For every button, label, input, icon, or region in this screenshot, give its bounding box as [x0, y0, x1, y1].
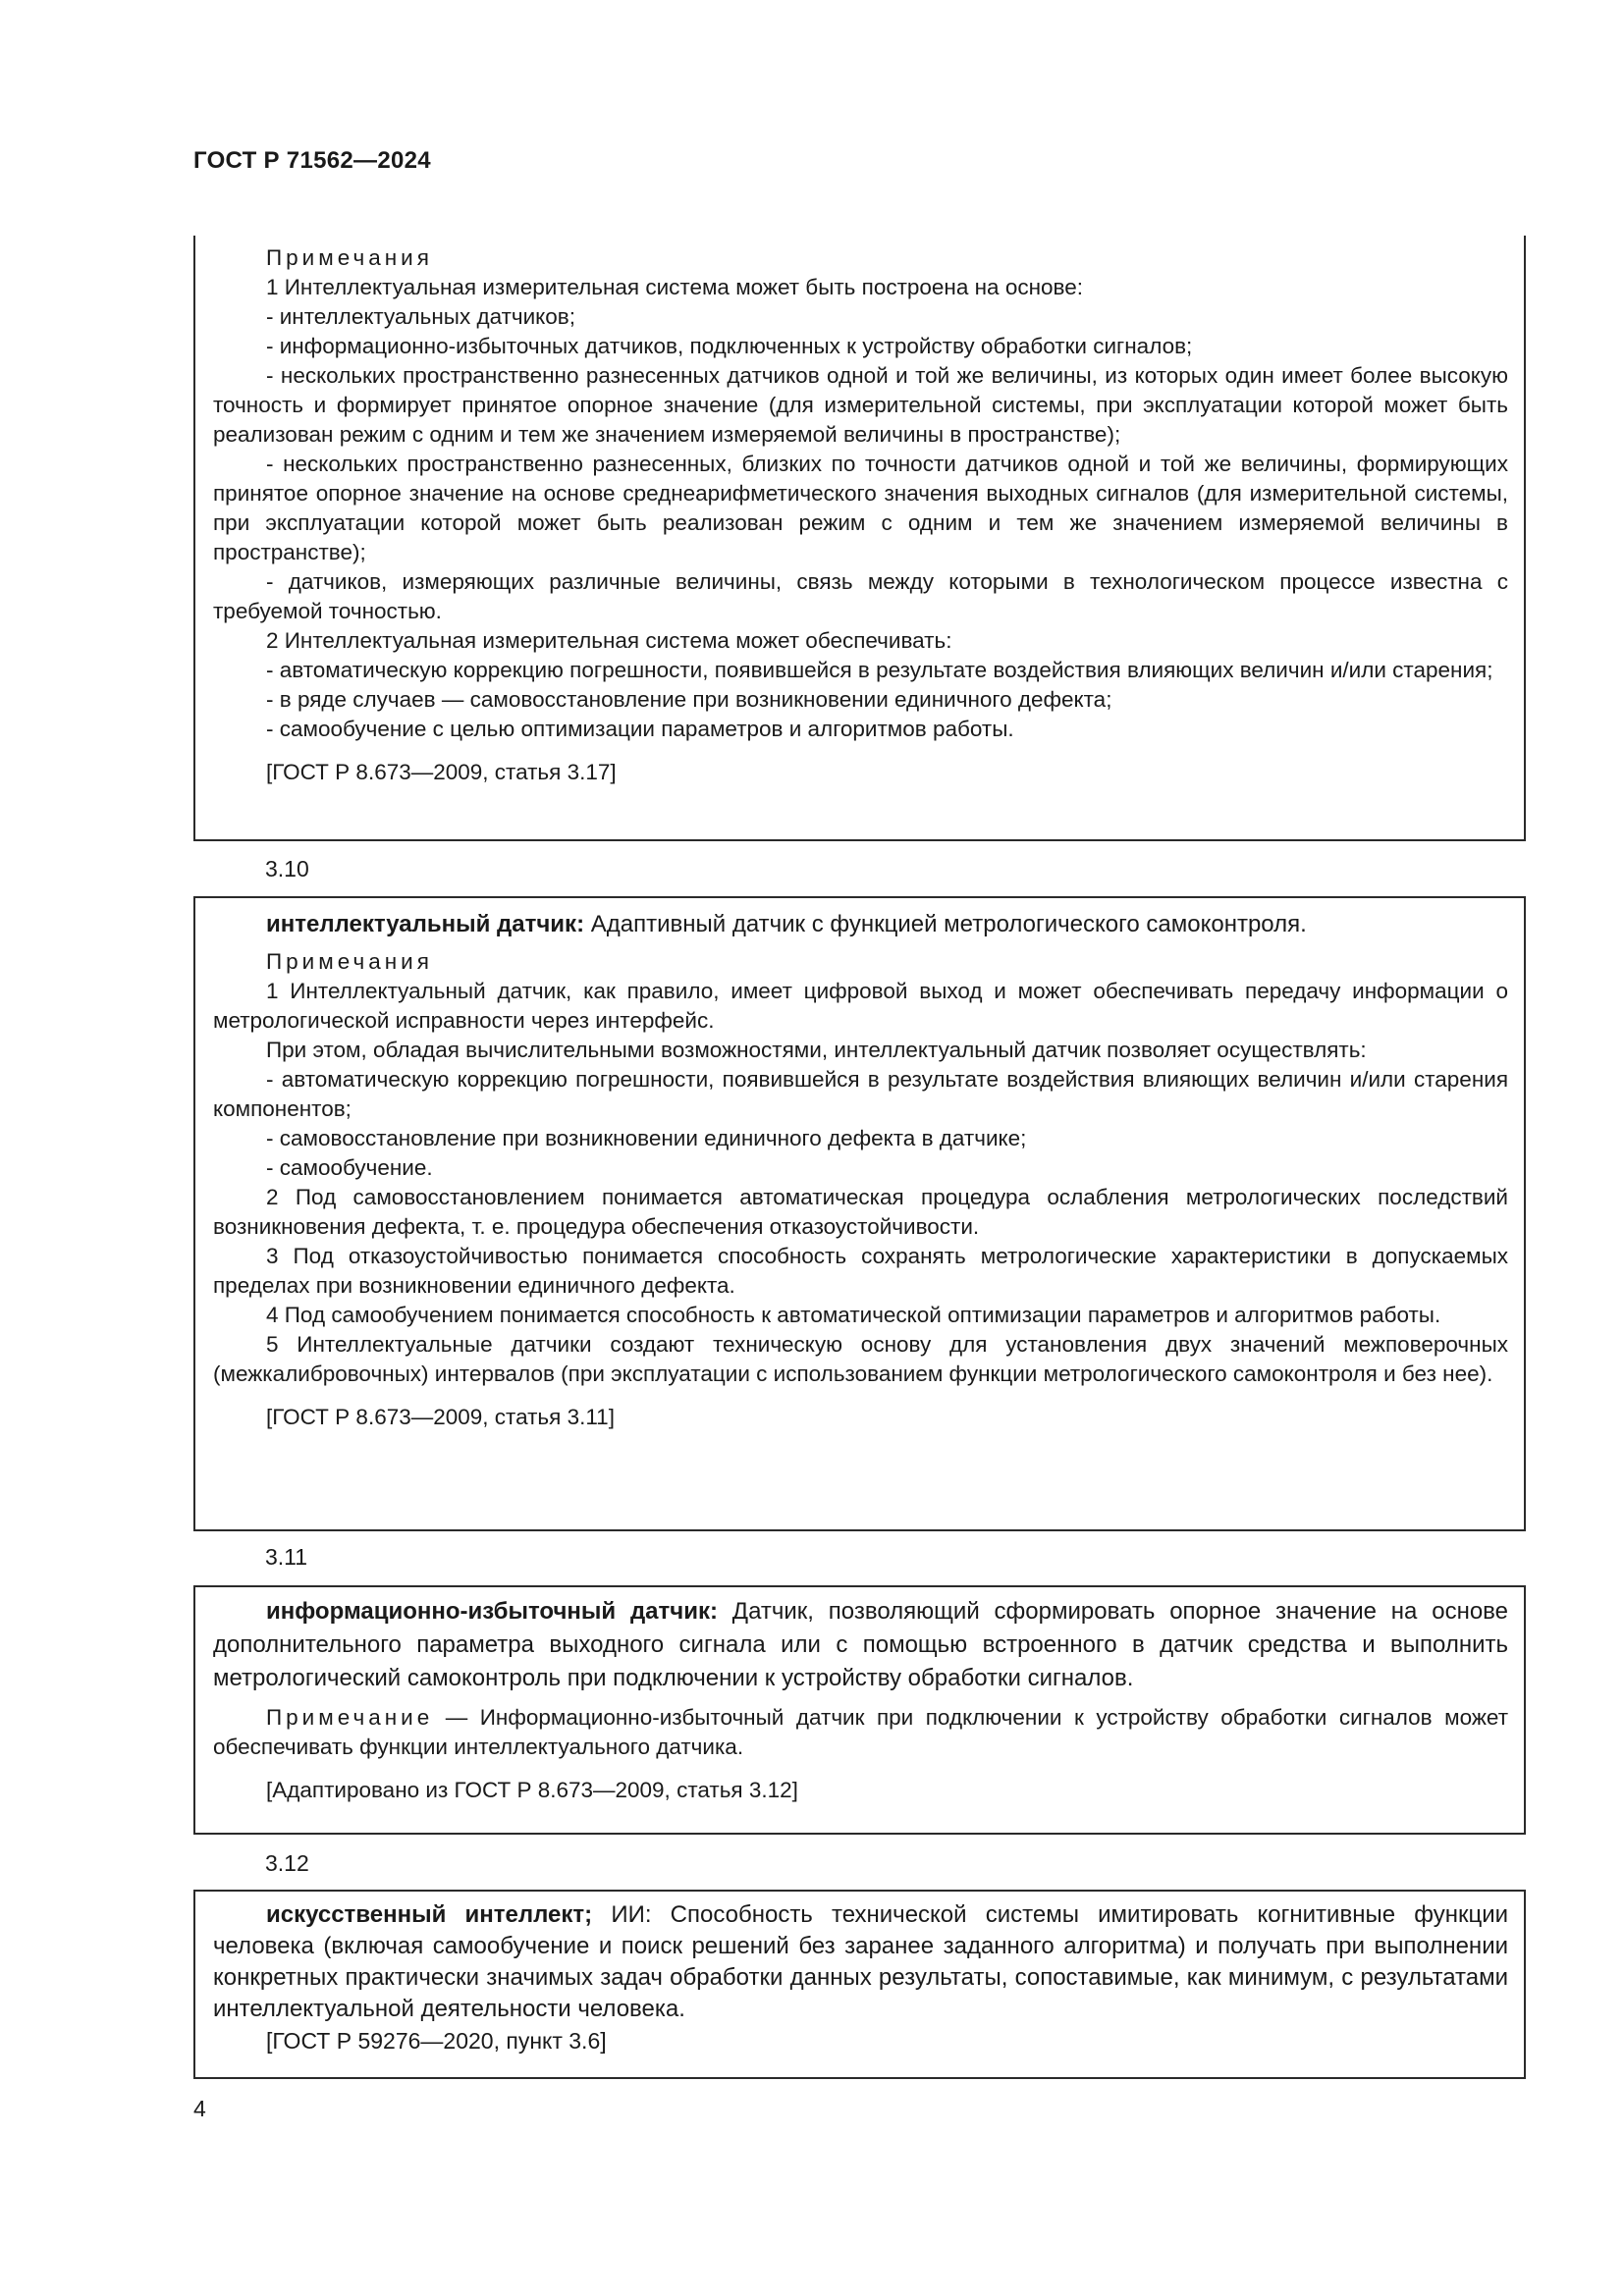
- definition-text: ИИ: Способность технической системы имитировать когнитивные функции человека (включая самообучение и поиск решений без заранее заданного алгоритма) и получать при выполнении конкретных практически значимых задач обработки данных результаты, сопоставимые, как минимум, с результатами интеллектуальной деятельности человека.: [213, 1901, 1509, 2022]
- source-reference: [ГОСТ Р 8.673—2009, статья 3.11]: [266, 1405, 615, 1429]
- term-block-3-11: [193, 1585, 1526, 1835]
- term-block-3-12: [193, 1890, 1526, 2079]
- term-name: интеллектуальный датчик:: [266, 911, 585, 937]
- term-block-3-9: [193, 236, 1526, 841]
- document-header: ГОСТ Р 71562—2024: [193, 147, 431, 174]
- term-definition: [213, 908, 1508, 941]
- note-heading: Примечание: [266, 1705, 434, 1730]
- note-line: 5 Интеллектуальные датчики создают техническую основу для установления двух значений межповерочных (межкалибровочных) интервалов (при эксплуатации с использованием функции метрологического самоконтроля и без нее).: [213, 1332, 1508, 1386]
- note-line: 4 Под самообучением понимается способность к автоматической оптимизации параметров и алгоритмов работы.: [266, 1303, 1441, 1327]
- term-number: 3.11: [265, 1544, 308, 1570]
- notes-heading: Примечания: [266, 245, 433, 270]
- page-number: 4: [193, 2096, 206, 2121]
- source-reference: [ГОСТ Р 8.673—2009, статья 3.17]: [266, 760, 617, 784]
- note-line: - самовосстановление при возникновении единичного дефекта в датчике;: [266, 1126, 1027, 1150]
- note-line: 1 Интеллектуальный датчик, как правило, имеет цифровой выход и может обеспечивать передачу информации о метрологической исправности через интерфейс.: [213, 979, 1508, 1033]
- definition-text: Адаптивный датчик с функцией метрологического самоконтроля.: [584, 911, 1307, 937]
- note-line: - нескольких пространственно разнесенных датчиков одной и той же величины, из которых один имеет более высокую точность и формирует принятое опорное значение (для измерительной системы, при эксплуатации которой может быть реализован режим с одним и тем же значением измеряемой величины в пространстве);: [213, 363, 1508, 447]
- note-line: - автоматическую коррекцию погрешности, появившейся в результате воздействия влияющих величин и/или старения;: [266, 658, 1493, 682]
- term-name: искусственный интеллект;: [266, 1901, 593, 1928]
- note-line: 2 Интеллектуальная измерительная система может обеспечивать:: [266, 628, 952, 653]
- note-line: 3 Под отказоустойчивостью понимается способность сохранять метрологические характеристики в допускаемых пределах при возникновении единичного дефекта.: [213, 1244, 1508, 1298]
- term-block-3-10: [193, 896, 1526, 1531]
- term-number: 3.12: [265, 1850, 309, 1876]
- source-reference: [Адаптировано из ГОСТ Р 8.673—2009, статья 3.12]: [266, 1778, 798, 1802]
- note-line: - датчиков, измеряющих различные величины, связь между которыми в технологическом процессе известна с требуемой точностью.: [213, 569, 1508, 623]
- note-line: - интеллектуальных датчиков;: [266, 304, 575, 329]
- source-reference: [ГОСТ Р 59276—2020, пункт 3.6]: [266, 2028, 607, 2054]
- note-line: - самообучение с целью оптимизации параметров и алгоритмов работы.: [266, 717, 1014, 741]
- notes-heading: Примечания: [266, 949, 433, 974]
- note-line: При этом, обладая вычислительными возможностями, интеллектуальный датчик позволяет осуществлять:: [266, 1038, 1367, 1062]
- term-number: 3.10: [265, 856, 309, 881]
- note: [213, 1703, 1508, 1762]
- note-text: — Информационно-избыточный датчик при подключении к устройству обработки сигналов может обеспечивать функции интеллектуального датчика.: [213, 1705, 1508, 1759]
- term-name: информационно-избыточный датчик:: [266, 1598, 718, 1625]
- definition-text: Датчик, позволяющий сформировать опорное значение на основе дополнительного параметра выходного сигнала или с помощью встроенного в датчик средства и выполнить метрологический самоконтроль при подключении к устройству обработки сигналов.: [213, 1598, 1508, 1691]
- term-definition: [213, 1899, 1508, 2025]
- note-line: - самообучение.: [266, 1155, 433, 1180]
- term-definition: [213, 1595, 1508, 1695]
- note-line: - автоматическую коррекцию погрешности, появившейся в результате воздействия влияющих величин и/или старения компонентов;: [213, 1067, 1508, 1121]
- note-line: 2 Под самовосстановлением понимается автоматическая процедура ослабления метрологических последствий возникновения дефекта, т. е. процедура обеспечения отказоустойчивости.: [213, 1185, 1508, 1239]
- note-line: - информационно-избыточных датчиков, подключенных к устройству обработки сигналов;: [266, 334, 1193, 358]
- note-line: 1 Интеллектуальная измерительная система может быть построена на основе:: [266, 275, 1083, 299]
- note-line: - в ряде случаев — самовосстановление при возникновении единичного дефекта;: [266, 687, 1112, 712]
- note-line: - нескольких пространственно разнесенных, близких по точности датчиков одной и той же величины, формирующих принятое опорное значение на основе среднеарифметического значения выходных сигналов (для измерительной системы, при эксплуатации которой может быть реализован режим с одним и тем же значением измеряемой величины в пространстве);: [213, 452, 1508, 564]
